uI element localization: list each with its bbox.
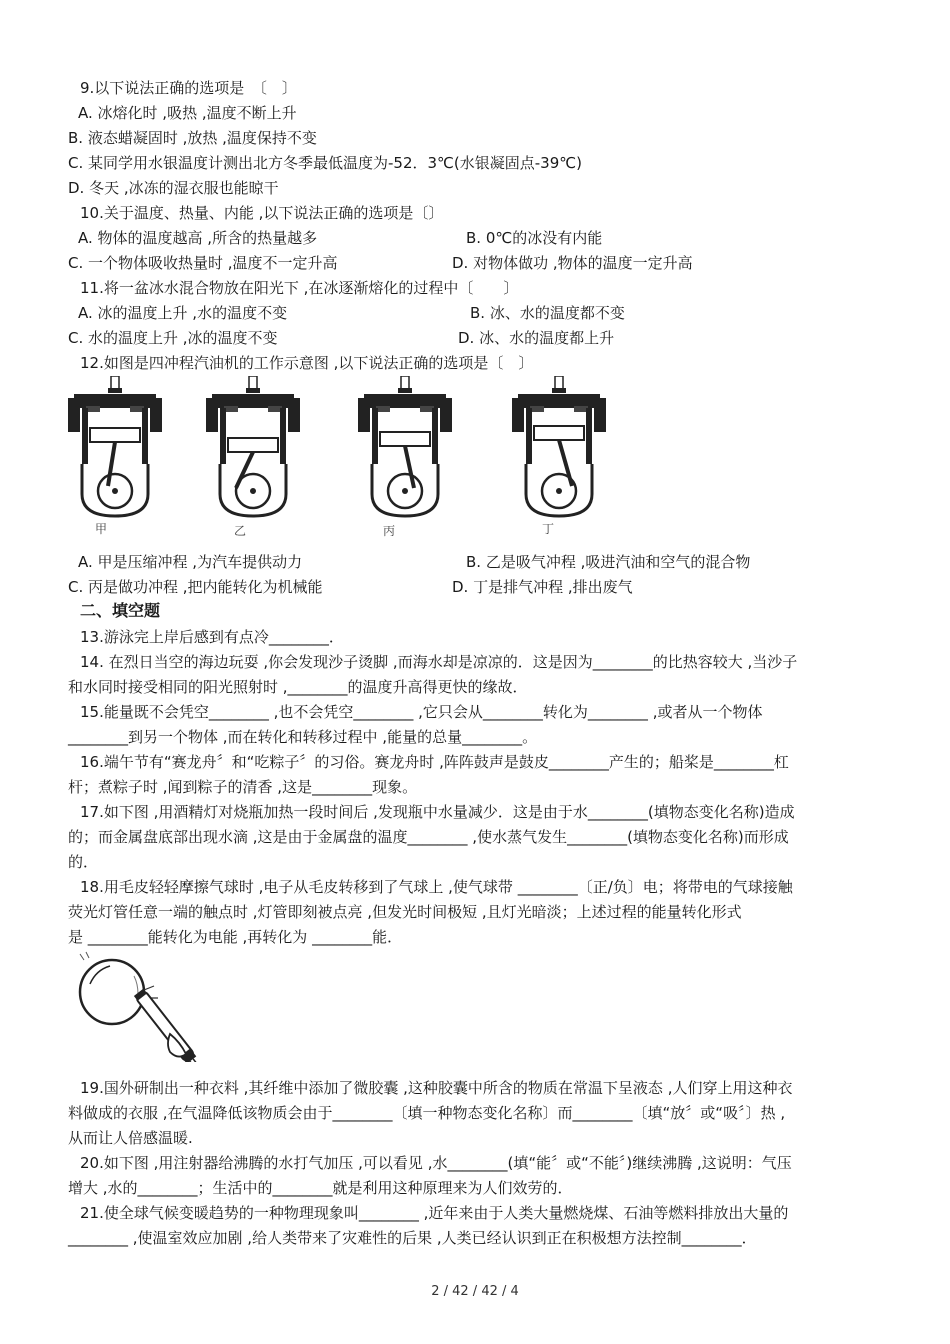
q16-line2: 杆；煮粽子时 ,闻到粽子的清香 ,这是________现象。 bbox=[68, 778, 418, 796]
q10-stem: 10.关于温度、热量、内能 ,以下说法正确的选项是〔〕 bbox=[80, 204, 444, 222]
q11-option-d: D. 冰、水的温度都上升 bbox=[458, 329, 615, 347]
q11-option-b: B. 冰、水的温度都不变 bbox=[470, 304, 625, 322]
q10-option-c: C. 一个物体吸收热量时 ,温度不一定升高 bbox=[68, 254, 338, 272]
q9-option-d: D. 冬天 ,冰冻的湿衣服也能晾干 bbox=[68, 179, 279, 197]
q12-option-d: D. 丁是排气冲程 ,排出废气 bbox=[452, 578, 633, 596]
q21-line1: 21.使全球气候变暖趋势的一种物理现象叫________ ,近年来由于人类大量燃烧煤、石油等燃料排放出大量的 bbox=[80, 1204, 789, 1222]
q10-option-b: B. 0℃的冰没有内能 bbox=[466, 229, 603, 247]
q10-option-a: A. 物体的温度越高 ,所含的热量越多 bbox=[78, 229, 318, 247]
q17-line2: 的；而金属盘底部出现水滴 ,这是由于金属盘的温度________ ,使水蒸气发生________(填物态变化名称)而形成 bbox=[68, 828, 789, 846]
balloon-tube-figure bbox=[74, 950, 204, 1062]
q12-option-b: B. 乙是吸气冲程 ,吸进汽油和空气的混合物 bbox=[466, 553, 751, 571]
q14-line2: 和水同时接受相同的阳光照射时 ,________的温度升高得更快的缘故． bbox=[68, 678, 528, 696]
engine-label-bing: 丙 bbox=[383, 524, 396, 538]
engine-label-yi: 乙 bbox=[234, 524, 247, 538]
q11-stem: 11.将一盆冰水混合物放在阳光下 ,在冰逐渐熔化的过程中〔 〕 bbox=[80, 279, 519, 297]
q14-line1: 14. 在烈日当空的海边玩耍 ,你会发现沙子烫脚 ,而海水却是凉凉的．这是因为________的比热容较大 ,当沙子 bbox=[80, 653, 798, 671]
q19-line3: 从而让人倍感温暖. bbox=[68, 1129, 193, 1147]
q16-line1: 16.端午节有“赛龙舟〞和“吃粽子〞的习俗。赛龙舟时 ,阵阵鼓声是鼓皮________产生的；船桨是________杠 bbox=[80, 753, 789, 771]
q9-option-b: B. 液态蜡凝固时 ,放热 ,温度保持不变 bbox=[68, 129, 317, 147]
q11-option-c: C. 水的温度上升 ,冰的温度不变 bbox=[68, 329, 278, 347]
q21-line2: ________ ,使温室效应加剧 ,给人类带来了灾难性的后果 ,人类已经认识到正在积极想方法控制________． bbox=[68, 1229, 757, 1247]
q12-option-c: C. 丙是做功冲程 ,把内能转化为机械能 bbox=[68, 578, 323, 596]
q9-option-a: A. 冰熔化时 ,吸热 ,温度不断上升 bbox=[78, 104, 297, 122]
q12-stem: 12.如图是四冲程汽油机的工作示意图 ,以下说法正确的选项是〔 〕 bbox=[80, 354, 534, 372]
engine-label-ding: 丁 bbox=[542, 522, 555, 536]
q11-option-a: A. 冰的温度上升 ,水的温度不变 bbox=[78, 304, 288, 322]
q19-line2: 料做成的衣服 ,在气温降低该物质会由于________〔填一种物态变化名称〕而________〔填“放〞或“吸〞〕热 , bbox=[68, 1104, 786, 1122]
q18-line1: 18.用毛皮轻轻摩擦气球时 ,电子从毛皮转移到了气球上 ,使气球带 ________〔正/负〕电；将带电的气球接触 bbox=[80, 878, 793, 896]
engine-label-jia: 甲 bbox=[95, 522, 108, 536]
page-footer: 2 / 42 / 42 / 4 bbox=[431, 1284, 519, 1299]
q18-line2: 荧光灯管任意一端的触点时 ,灯管即刻被点亮 ,但发光时间极短 ,且灯光暗淡；上述过程的能量转化形式 bbox=[68, 903, 742, 921]
q10-option-d: D. 对物体做功 ,物体的温度一定升高 bbox=[452, 254, 693, 272]
engine-ding bbox=[512, 376, 606, 516]
engine-strokes-figure bbox=[60, 376, 620, 542]
q9-stem: 9.以下说法正确的选项是 〔 〕 bbox=[80, 79, 297, 97]
engine-jia bbox=[68, 376, 162, 516]
section-title-fill-blank: 二、填空题 bbox=[80, 601, 161, 620]
q9-option-c: C. 某同学用水银温度计测出北方冬季最低温度为-52．3℃(水银凝固点-39℃) bbox=[68, 154, 582, 172]
q17-line3: 的． bbox=[68, 853, 99, 871]
q20-line2: 增大 ,水的________；生活中的________就是利用这种原理来为人们效劳的． bbox=[68, 1179, 573, 1197]
q12-option-a: A. 甲是压缩冲程 ,为汽车提供动力 bbox=[78, 553, 303, 571]
engine-bing bbox=[358, 376, 452, 516]
q13: 13.游泳完上岸后感到有点冷________． bbox=[80, 628, 344, 646]
q15-line1: 15.能量既不会凭空________ ,也不会凭空________ ,它只会从________转化为________ ,或者从一个物体 bbox=[80, 703, 763, 721]
q15-line2: ________到另一个物体 ,而在转化和转移过程中 ,能量的总量________。 bbox=[68, 728, 538, 746]
q20-line1: 20.如下图 ,用注射器给沸腾的水打气加压 ,可以看见 ,水________(填“能〞或“不能〞)继续沸腾 ,这说明：气压 bbox=[80, 1154, 792, 1172]
q19-line1: 19.国外研制出一种衣料 ,其纤维中添加了微胶囊 ,这种胶囊中所含的物质在常温下呈液态 ,人们穿上用这种衣 bbox=[80, 1079, 793, 1097]
engine-yi bbox=[206, 376, 300, 516]
q18-line3: 是 ________能转化为电能 ,再转化为 ________能． bbox=[68, 928, 403, 946]
q17-line1: 17.如下图 ,用酒精灯对烧瓶加热一段时间后 ,发现瓶中水量减少．这是由于水________(填物态变化名称)造成 bbox=[80, 803, 795, 821]
